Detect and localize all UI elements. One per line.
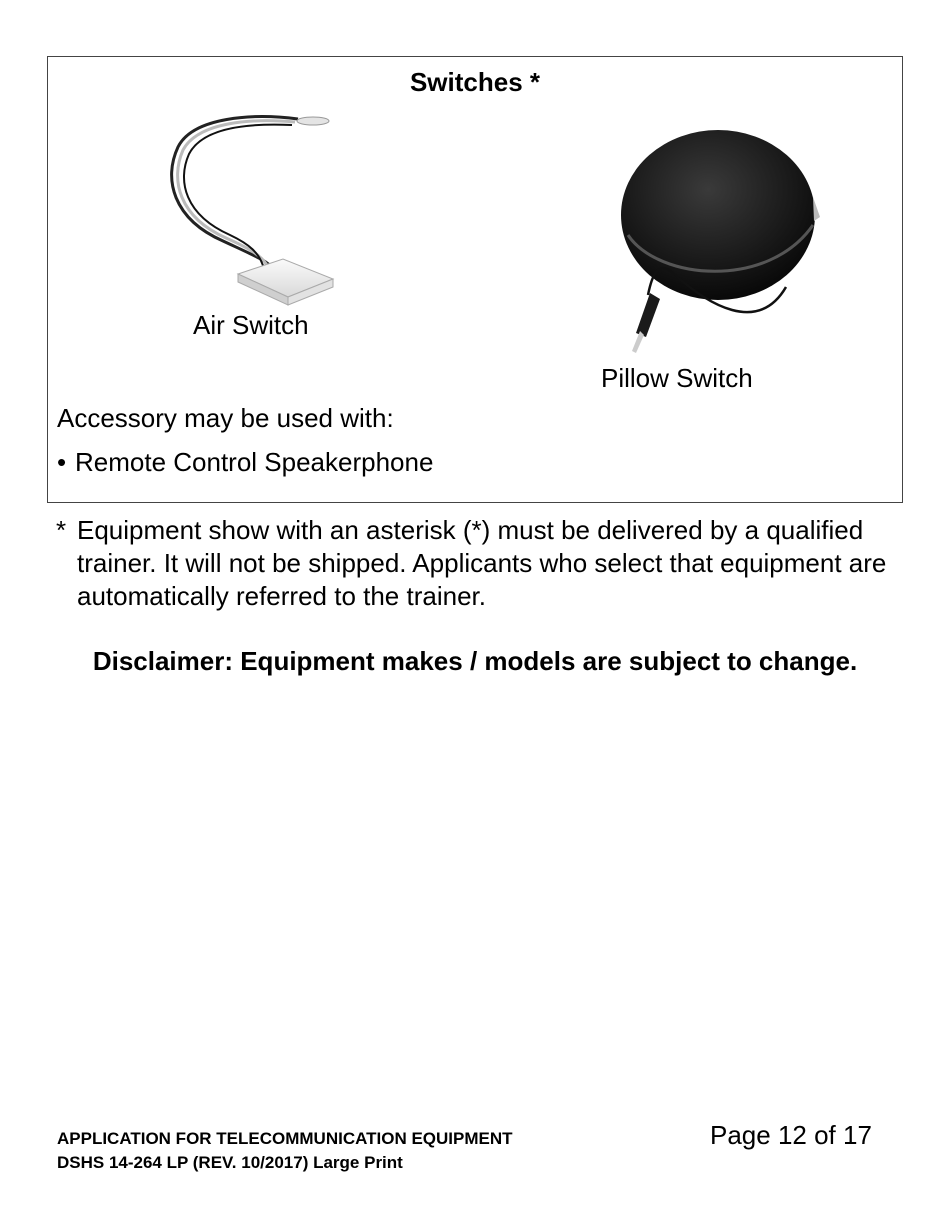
note-text: Equipment show with an asterisk (*) must be delivered by a qualified trainer. It will not be shipped. Applicants who select that equipment are automatically referred to the trainer. (77, 515, 887, 611)
pillow-switch-photo (588, 105, 838, 355)
switches-section (47, 56, 903, 503)
footer-form-title: APPLICATION FOR TELECOMMUNICATION EQUIPMENT (57, 1129, 513, 1148)
air-switch-caption: Air Switch (193, 310, 309, 340)
list-item (57, 447, 433, 478)
disclaimer: Disclaimer: Equipment makes / models are subject to change. (92, 646, 858, 676)
asterisk-note (56, 514, 906, 613)
pillow-switch-caption: Pillow Switch (601, 363, 753, 393)
asterisk-marker: * (56, 515, 67, 545)
bullet-icon: • (57, 447, 67, 477)
section-title: Switches * (409, 67, 541, 97)
accessory-item-text: Remote Control Speakerphone (75, 447, 434, 477)
footer-form-number: DSHS 14-264 LP (REV. 10/2017) Large Print (57, 1153, 403, 1172)
air-switch-photo (133, 109, 353, 309)
accessory-label: Accessory may be used with: (57, 403, 394, 433)
page-number: Page 12 of 17 (710, 1120, 872, 1150)
